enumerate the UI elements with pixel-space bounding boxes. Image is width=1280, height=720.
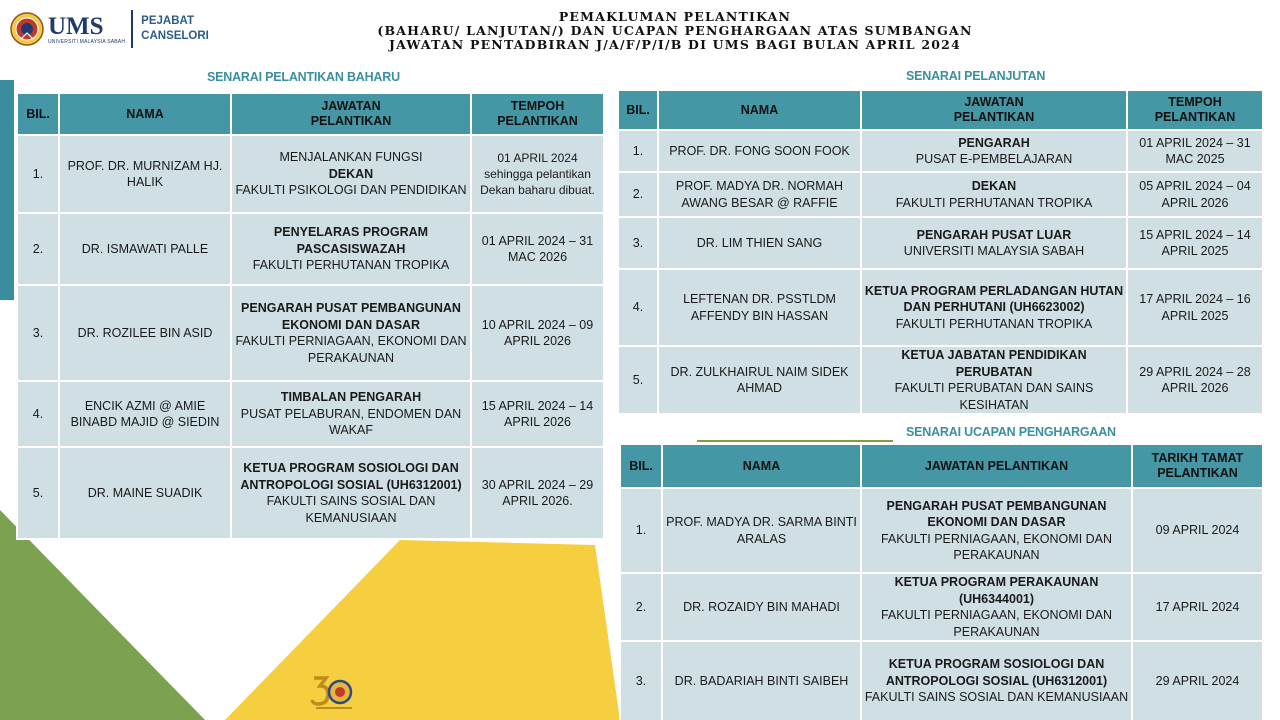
- cell-bil: 1.: [620, 488, 662, 573]
- header-tempoh: TEMPOH PELANTIKAN: [471, 93, 604, 135]
- table-row: [17, 447, 604, 539]
- header-jawatan: JAWATAN PELANTIKAN: [861, 444, 1132, 488]
- cell-tempoh: 29 APRIL 2024 – 28 APRIL 2026: [1127, 346, 1263, 414]
- table-row: [17, 135, 604, 213]
- cell-nama: PROF. MADYA DR. NORMAH AWANG BESAR @ RAFFIE: [658, 172, 861, 217]
- title-line-3: JAWATAN PENTADBIRAN J/A/F/P/I/B DI UMS BAGI BULAN APRIL 2024: [389, 37, 961, 52]
- cell-bil: 5.: [17, 447, 59, 539]
- table-penghargaan: [619, 443, 1264, 720]
- table-header-row: [620, 444, 1263, 488]
- cell-nama: DR. ROZAIDY BIN MAHADI: [662, 573, 861, 641]
- cell-tarikh: 09 APRIL 2024: [1132, 488, 1263, 573]
- cell-bil: 4.: [618, 269, 658, 346]
- table-header-row: [618, 90, 1263, 130]
- logo-subtext: UNIVERSITI MALAYSIA SABAH: [48, 38, 126, 45]
- header-tempoh: TEMPOH PELANTIKAN: [1127, 90, 1263, 130]
- office-name: [141, 14, 209, 44]
- cell-jawatan: KETUA JABATAN PENDIDIKAN PERUBATAN FAKULTI PERUBATAN DAN SAINS KESIHATAN: [861, 346, 1127, 414]
- table-row: [618, 269, 1263, 346]
- table-lanjutan: [617, 89, 1264, 415]
- cell-jawatan: DEKAN FAKULTI PERHUTANAN TROPIKA: [861, 172, 1127, 217]
- office-line-1: PEJABAT: [141, 15, 194, 28]
- table-baharu: [16, 92, 605, 540]
- cell-nama: ENCIK AZMI @ AMIE BINABD MAJID @ SIEDIN: [59, 381, 231, 447]
- cell-jawatan: PENGARAH PUSAT LUAR UNIVERSITI MALAYSIA SABAH: [861, 217, 1127, 269]
- cell-tempoh: 01 APRIL 2024 – 31 MAC 2025: [1127, 130, 1263, 172]
- header-jawatan: JAWATAN PELANTIKAN: [231, 93, 471, 135]
- header-nama: NAMA: [662, 444, 861, 488]
- decorative-line: [697, 440, 893, 442]
- cell-nama: DR. ISMAWATI PALLE: [59, 213, 231, 285]
- cell-nama: PROF. MADYA DR. SARMA BINTI ARALAS: [662, 488, 861, 573]
- ums-crest-icon: [10, 11, 44, 47]
- table-row: [17, 213, 604, 285]
- cell-jawatan: KETUA PROGRAM PERLADANGAN HUTAN DAN PERHUTANI (UH6623002) FAKULTI PERHUTANAN TROPIKA: [861, 269, 1127, 346]
- cell-jawatan: PENGARAH PUSAT PEMBANGUNAN EKONOMI DAN DASAR FAKULTI PERNIAGAAN, EKONOMI DAN PERAKAUNAN: [861, 488, 1132, 573]
- cell-nama: PROF. DR. MURNIZAM HJ. HALIK: [59, 135, 231, 213]
- table-row: [620, 641, 1263, 720]
- cell-tarikh: 17 APRIL 2024: [1132, 573, 1263, 641]
- cell-nama: LEFTENAN DR. PSSTLDM AFFENDY BIN HASSAN: [658, 269, 861, 346]
- cell-tempoh: 01 APRIL 2024 sehingga pelantikan Dekan baharu dibuat.: [471, 135, 604, 213]
- table-row: [618, 172, 1263, 217]
- cell-tempoh: 30 APRIL 2024 – 29 APRIL 2026.: [471, 447, 604, 539]
- cell-bil: 3.: [620, 641, 662, 720]
- table-row: [17, 285, 604, 381]
- office-line-2: CANSELORI: [141, 30, 209, 42]
- cell-bil: 3.: [618, 217, 658, 269]
- cell-nama: PROF. DR. FONG SOON FOOK: [658, 130, 861, 172]
- cell-bil: 2.: [618, 172, 658, 217]
- title-line-2: (BAHARU/ LANJUTAN/) DAN UCAPAN PENGHARGAAN ATAS SUMBANGAN: [377, 23, 973, 38]
- cell-nama: DR. ZULKHAIRUL NAIM SIDEK AHMAD: [658, 346, 861, 414]
- cell-jawatan: KETUA PROGRAM SOSIOLOGI DAN ANTROPOLOGI SOSIAL (UH6312001) FAKULTI SAINS SOSIAL DAN KEMANUSIAAN: [231, 447, 471, 539]
- cell-jawatan: KETUA PROGRAM PERAKAUNAN (UH6344001) FAKULTI PERNIAGAAN, EKONOMI DAN PERAKAUNAN: [861, 573, 1132, 641]
- table-row: [620, 573, 1263, 641]
- cell-bil: 5.: [618, 346, 658, 414]
- green-triangle: [0, 510, 205, 720]
- cell-bil: 4.: [17, 381, 59, 447]
- cell-jawatan: PENYELARAS PROGRAM PASCASISWAZAH FAKULTI PERHUTANAN TROPIKA: [231, 213, 471, 285]
- cell-jawatan: PENGARAH PUSAT E-PEMBELAJARAN: [861, 130, 1127, 172]
- cell-tempoh: 05 APRIL 2024 – 04 APRIL 2026: [1127, 172, 1263, 217]
- cell-bil: 2.: [17, 213, 59, 285]
- cell-tempoh: 15 APRIL 2024 – 14 APRIL 2026: [471, 381, 604, 447]
- cell-tempoh: 17 APRIL 2024 – 16 APRIL 2025: [1127, 269, 1263, 346]
- cell-nama: DR. ROZILEE BIN ASID: [59, 285, 231, 381]
- table-header-row: [17, 93, 604, 135]
- header-nama: NAMA: [658, 90, 861, 130]
- cell-bil: 2.: [620, 573, 662, 641]
- cell-nama: DR. LIM THIEN SANG: [658, 217, 861, 269]
- cell-bil: 1.: [17, 135, 59, 213]
- cell-nama: DR. MAINE SUADIK: [59, 447, 231, 539]
- cell-nama: DR. BADARIAH BINTI SAIBEH: [662, 641, 861, 720]
- header-bil: BIL.: [17, 93, 59, 135]
- cell-jawatan: KETUA PROGRAM SOSIOLOGI DAN ANTROPOLOGI SOSIAL (UH6312001) FAKULTI SAINS SOSIAL DAN KEMANUSIAAN: [861, 641, 1132, 720]
- cell-tempoh: 10 APRIL 2024 – 09 APRIL 2026: [471, 285, 604, 381]
- cell-tempoh: 15 APRIL 2024 – 14 APRIL 2025: [1127, 217, 1263, 269]
- cell-jawatan: PENGARAH PUSAT PEMBANGUNAN EKONOMI DAN DASAR FAKULTI PERNIAGAAN, EKONOMI DAN PERAKAUNAN: [231, 285, 471, 381]
- ums-logo-block: [10, 9, 209, 49]
- section-title-lanjutan: SENARAI PELANJUTAN: [906, 69, 1046, 83]
- table-row: [618, 346, 1263, 414]
- cell-tempoh: 01 APRIL 2024 – 31 MAC 2026: [471, 213, 604, 285]
- table-row: [618, 217, 1263, 269]
- header-bil: BIL.: [618, 90, 658, 130]
- logo-divider: [131, 10, 133, 48]
- table-row: [17, 381, 604, 447]
- page-title: [300, 10, 1050, 52]
- table-row: [618, 130, 1263, 172]
- logo-text: UMS: [48, 12, 104, 40]
- cell-tarikh: 29 APRIL 2024: [1132, 641, 1263, 720]
- section-title-penghargaan: SENARAI UCAPAN PENGHARGAAN: [906, 425, 1116, 439]
- anniversary-logo-icon: [310, 672, 358, 712]
- header-nama: NAMA: [59, 93, 231, 135]
- header-tarikh: TARIKH TAMAT PELANTIKAN: [1132, 444, 1263, 488]
- header-jawatan: JAWATAN PELANTIKAN: [861, 90, 1127, 130]
- title-line-1: PEMAKLUMAN PELANTIKAN: [558, 9, 792, 24]
- yellow-triangle: [225, 540, 620, 720]
- teal-left-triangle: [0, 80, 14, 300]
- cell-bil: 3.: [17, 285, 59, 381]
- cell-jawatan: TIMBALAN PENGARAH PUSAT PELABURAN, ENDOMEN DAN WAKAF: [231, 381, 471, 447]
- table-row: [620, 488, 1263, 573]
- cell-jawatan: MENJALANKAN FUNGSI DEKAN FAKULTI PSIKOLOGI DAN PENDIDIKAN: [231, 135, 471, 213]
- section-title-baharu: SENARAI PELANTIKAN BAHARU: [207, 70, 400, 84]
- cell-bil: 1.: [618, 130, 658, 172]
- header-bil: BIL.: [620, 444, 662, 488]
